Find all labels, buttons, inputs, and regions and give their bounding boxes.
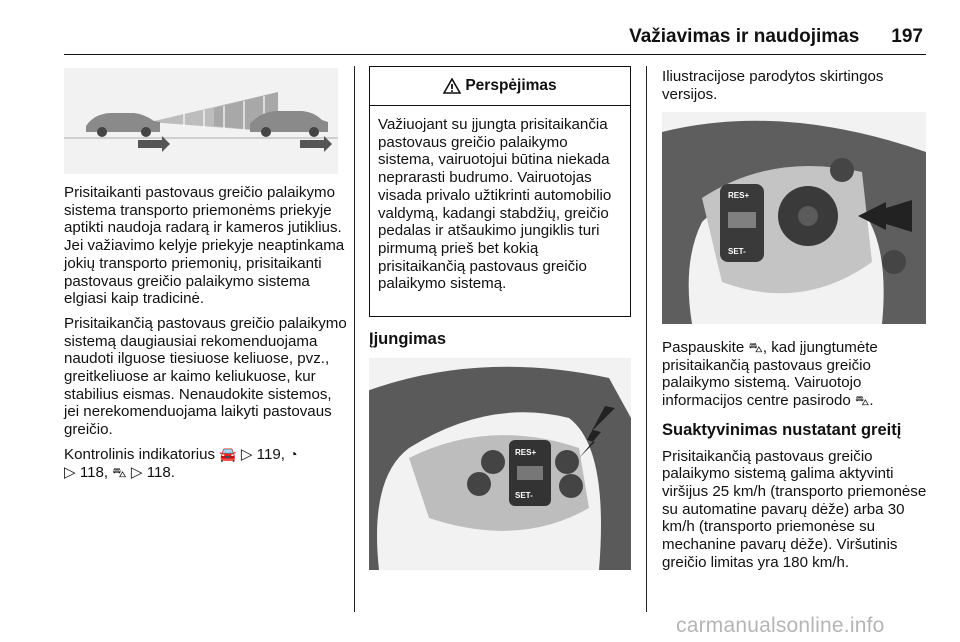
column-divider-1 — [354, 66, 355, 612]
cruise-speedometer-icon: ◔ — [289, 445, 298, 462]
res-label: RES+ — [728, 191, 750, 200]
adaptive-cruise-icon: ⛍ — [112, 463, 127, 480]
page-ref-119[interactable]: 119, — [256, 445, 285, 463]
page-ref-118b[interactable]: 118. — [146, 463, 175, 481]
header-divider — [64, 54, 926, 55]
paragraph-recommendation: Prisitaikančią pastovaus greičio palaikymo sistemą daugiausiai rekomenduojama naudoti ilguose tiesiuose keliuose, pvz., greitkeliuose ar kaimo keliukuose, kur stabilius eismas. Nenaudokite sistemos, jei nerekomenduojama laikyti pastovaus greičio. — [64, 314, 347, 439]
page-number: 197 — [891, 26, 923, 47]
warning-triangle-icon — [443, 78, 461, 94]
left-column-text — [64, 184, 348, 488]
set-label: SET- — [515, 491, 533, 500]
warning-box — [369, 66, 631, 317]
steering-wheel-illustration-1 — [369, 358, 631, 570]
section-heading-activation: Įjungimas — [369, 330, 447, 348]
right-intro: Iliustracijose parodytos skirtingos versijos. — [662, 68, 884, 103]
set-label: SET- — [728, 247, 746, 256]
warning-title: Perspėjimas — [465, 77, 557, 94]
warning-text: Važiuojant su įjungta prisitaikančia pastovaus greičio palaikymo sistema, vairuotojui būtina niekada neprarasti budrumo. Vairuotojas visada privalo užtikrinti automobilio valdymą, kadangi stabdžių, greičio pedalas ir atšaukimo jungiklis turi pirmumą prieš bet kokią prisitaikančią pastovaus greičio palaikymo sistemą. — [378, 116, 612, 293]
column-divider-2 — [646, 66, 647, 612]
paragraph-press: Paspauskite ⛍, kad įjungtumėte prisitaikančią pastovaus greičio palaikymo sistemą. Vairuotojo informacijos centre pasirodo ⛍. — [662, 339, 878, 410]
adaptive-cruise-icon[interactable]: ⛍ — [748, 339, 763, 355]
radar-illustration — [64, 68, 338, 174]
page-header — [0, 26, 923, 50]
page-title: Važiavimas ir naudojimas — [629, 26, 860, 47]
page-ref-arrow-icon: ▷ — [240, 445, 253, 463]
section-heading-set-speed: Suaktyvinimas nustatant greitį — [662, 420, 902, 439]
steering-wheel-illustration-2 — [662, 112, 926, 324]
page-ref-arrow-icon: ▷ — [64, 463, 76, 481]
paragraph-indicators: Kontrolinis indikatorius 🚘 ▷ 119, ◔ ▷ 118, ⛍ ▷ 118. — [64, 445, 298, 481]
adaptive-cruise-icon: ⛍ — [854, 392, 870, 409]
page-ref-118a[interactable]: 118, — [79, 463, 109, 481]
res-label: RES+ — [515, 448, 537, 457]
watermark: carmanualsonline.info — [676, 614, 885, 637]
paragraph-intro: Prisitaikanti pastovaus greičio palaikymo sistema transporto priemonėms priekyje aptikti naudoja radarą ir kameros jutiklius. Jei važiavimo kelyje priekyje neaptinkama jokių transporto priemonių, prisitaikanti pastovaus greičio palaikymo sistema elgiasi kaip tradicinė. — [64, 184, 345, 308]
car-icon: 🚘 — [219, 445, 237, 462]
page-ref-arrow-icon: ▷ — [130, 463, 143, 481]
paragraph-activate: Prisitaikančią pastovaus greičio palaikymo sistemą galima aktyvinti viršijus 25 km/h (transporto priemonėse su automatine pavarų dėže) arba 30 km/h (transporto priemonėse su mechanine pavarų dėže). Viršutinis greičio limitas yra 180 km/h. — [662, 447, 927, 571]
warning-header — [370, 67, 630, 106]
right-column-text — [662, 339, 928, 578]
